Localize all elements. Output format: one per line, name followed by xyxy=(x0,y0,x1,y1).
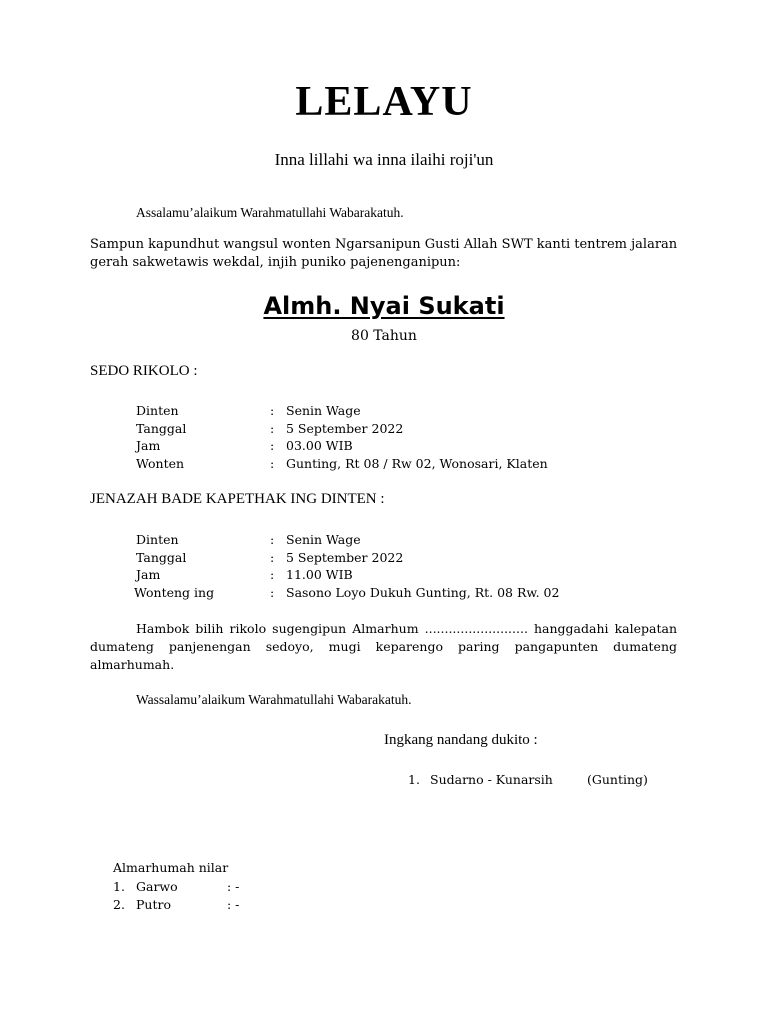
detail-label: Dinten xyxy=(136,532,179,547)
deceased-name: Almh. Nyai Sukati xyxy=(263,292,505,320)
detail-value: Senin Wage xyxy=(286,403,361,418)
detail-label: Wonten xyxy=(136,456,185,471)
death-section-heading: SEDO RIKOLO : xyxy=(90,363,198,379)
detail-value: 5 September 2022 xyxy=(286,550,404,565)
detail-value: 03.00 WIB xyxy=(286,438,353,453)
mourners-heading: Ingkang nandang dukito : xyxy=(384,732,538,748)
detail-value: Gunting, Rt 08 / Rw 02, Wonosari, Klaten xyxy=(286,456,548,471)
detail-label: Jam xyxy=(136,438,161,453)
deceased-age: 80 Tahun xyxy=(351,328,417,344)
detail-separator: : xyxy=(270,421,275,436)
detail-label: Jam xyxy=(136,567,161,582)
closing-greeting: Wassalamu’alaikum Warahmatullahi Wabarakatuh. xyxy=(136,692,412,707)
survivor-value: : - xyxy=(227,897,240,912)
survivors-heading: Almarhumah nilar xyxy=(113,860,229,875)
burial-section-heading: JENAZAH BADE KAPETHAK ING DINTEN : xyxy=(90,491,385,507)
detail-value: 11.00 WIB xyxy=(286,567,353,582)
survivor-label: Garwo xyxy=(136,879,178,894)
detail-label: Tanggal xyxy=(136,421,187,436)
intro-line-1: Sampun kapundhut wangsul wonten Ngarsanipun Gusti Allah SWT kanti tentrem jalaran xyxy=(90,237,678,252)
mourner-name: Sudarno - Kunarsih xyxy=(430,772,553,787)
detail-value: 5 September 2022 xyxy=(286,421,404,436)
detail-separator: : xyxy=(270,438,275,453)
greeting: Assalamu’alaikum Warahmatullahi Wabarakatuh. xyxy=(136,205,404,220)
mourner-place: (Gunting) xyxy=(587,772,648,787)
detail-separator: : xyxy=(270,585,275,600)
apology-paragraph: Hambok bilih rikolo sugengipun Almarhum .......................... hanggadahi kalepatan dumateng panjenengan sedoyo, mugi keparengo paring pangapunten dumateng almarhumah. xyxy=(90,621,677,672)
detail-separator: : xyxy=(270,550,275,565)
survivor-number: 1. xyxy=(113,879,125,894)
detail-separator: : xyxy=(270,403,275,418)
survivor-label: Putro xyxy=(136,897,171,912)
page-subtitle: Inna lillahi wa inna ilaihi roji'un xyxy=(274,150,494,169)
detail-separator: : xyxy=(270,456,275,471)
detail-label: Dinten xyxy=(136,403,179,418)
detail-label: Wonteng ing xyxy=(134,585,215,600)
detail-separator: : xyxy=(270,532,275,547)
survivor-number: 2. xyxy=(113,897,125,912)
detail-separator: : xyxy=(270,567,275,582)
detail-value: Sasono Loyo Dukuh Gunting, Rt. 08 Rw. 02 xyxy=(286,585,560,600)
detail-label: Tanggal xyxy=(136,550,187,565)
survivor-value: : - xyxy=(227,879,240,894)
page-title: LELAYU xyxy=(295,79,473,125)
intro-line-2: gerah sakwetawis wekdal, injih puniko pajenenganipun: xyxy=(90,255,461,270)
mourner-number: 1. xyxy=(408,772,420,787)
detail-value: Senin Wage xyxy=(286,532,361,547)
